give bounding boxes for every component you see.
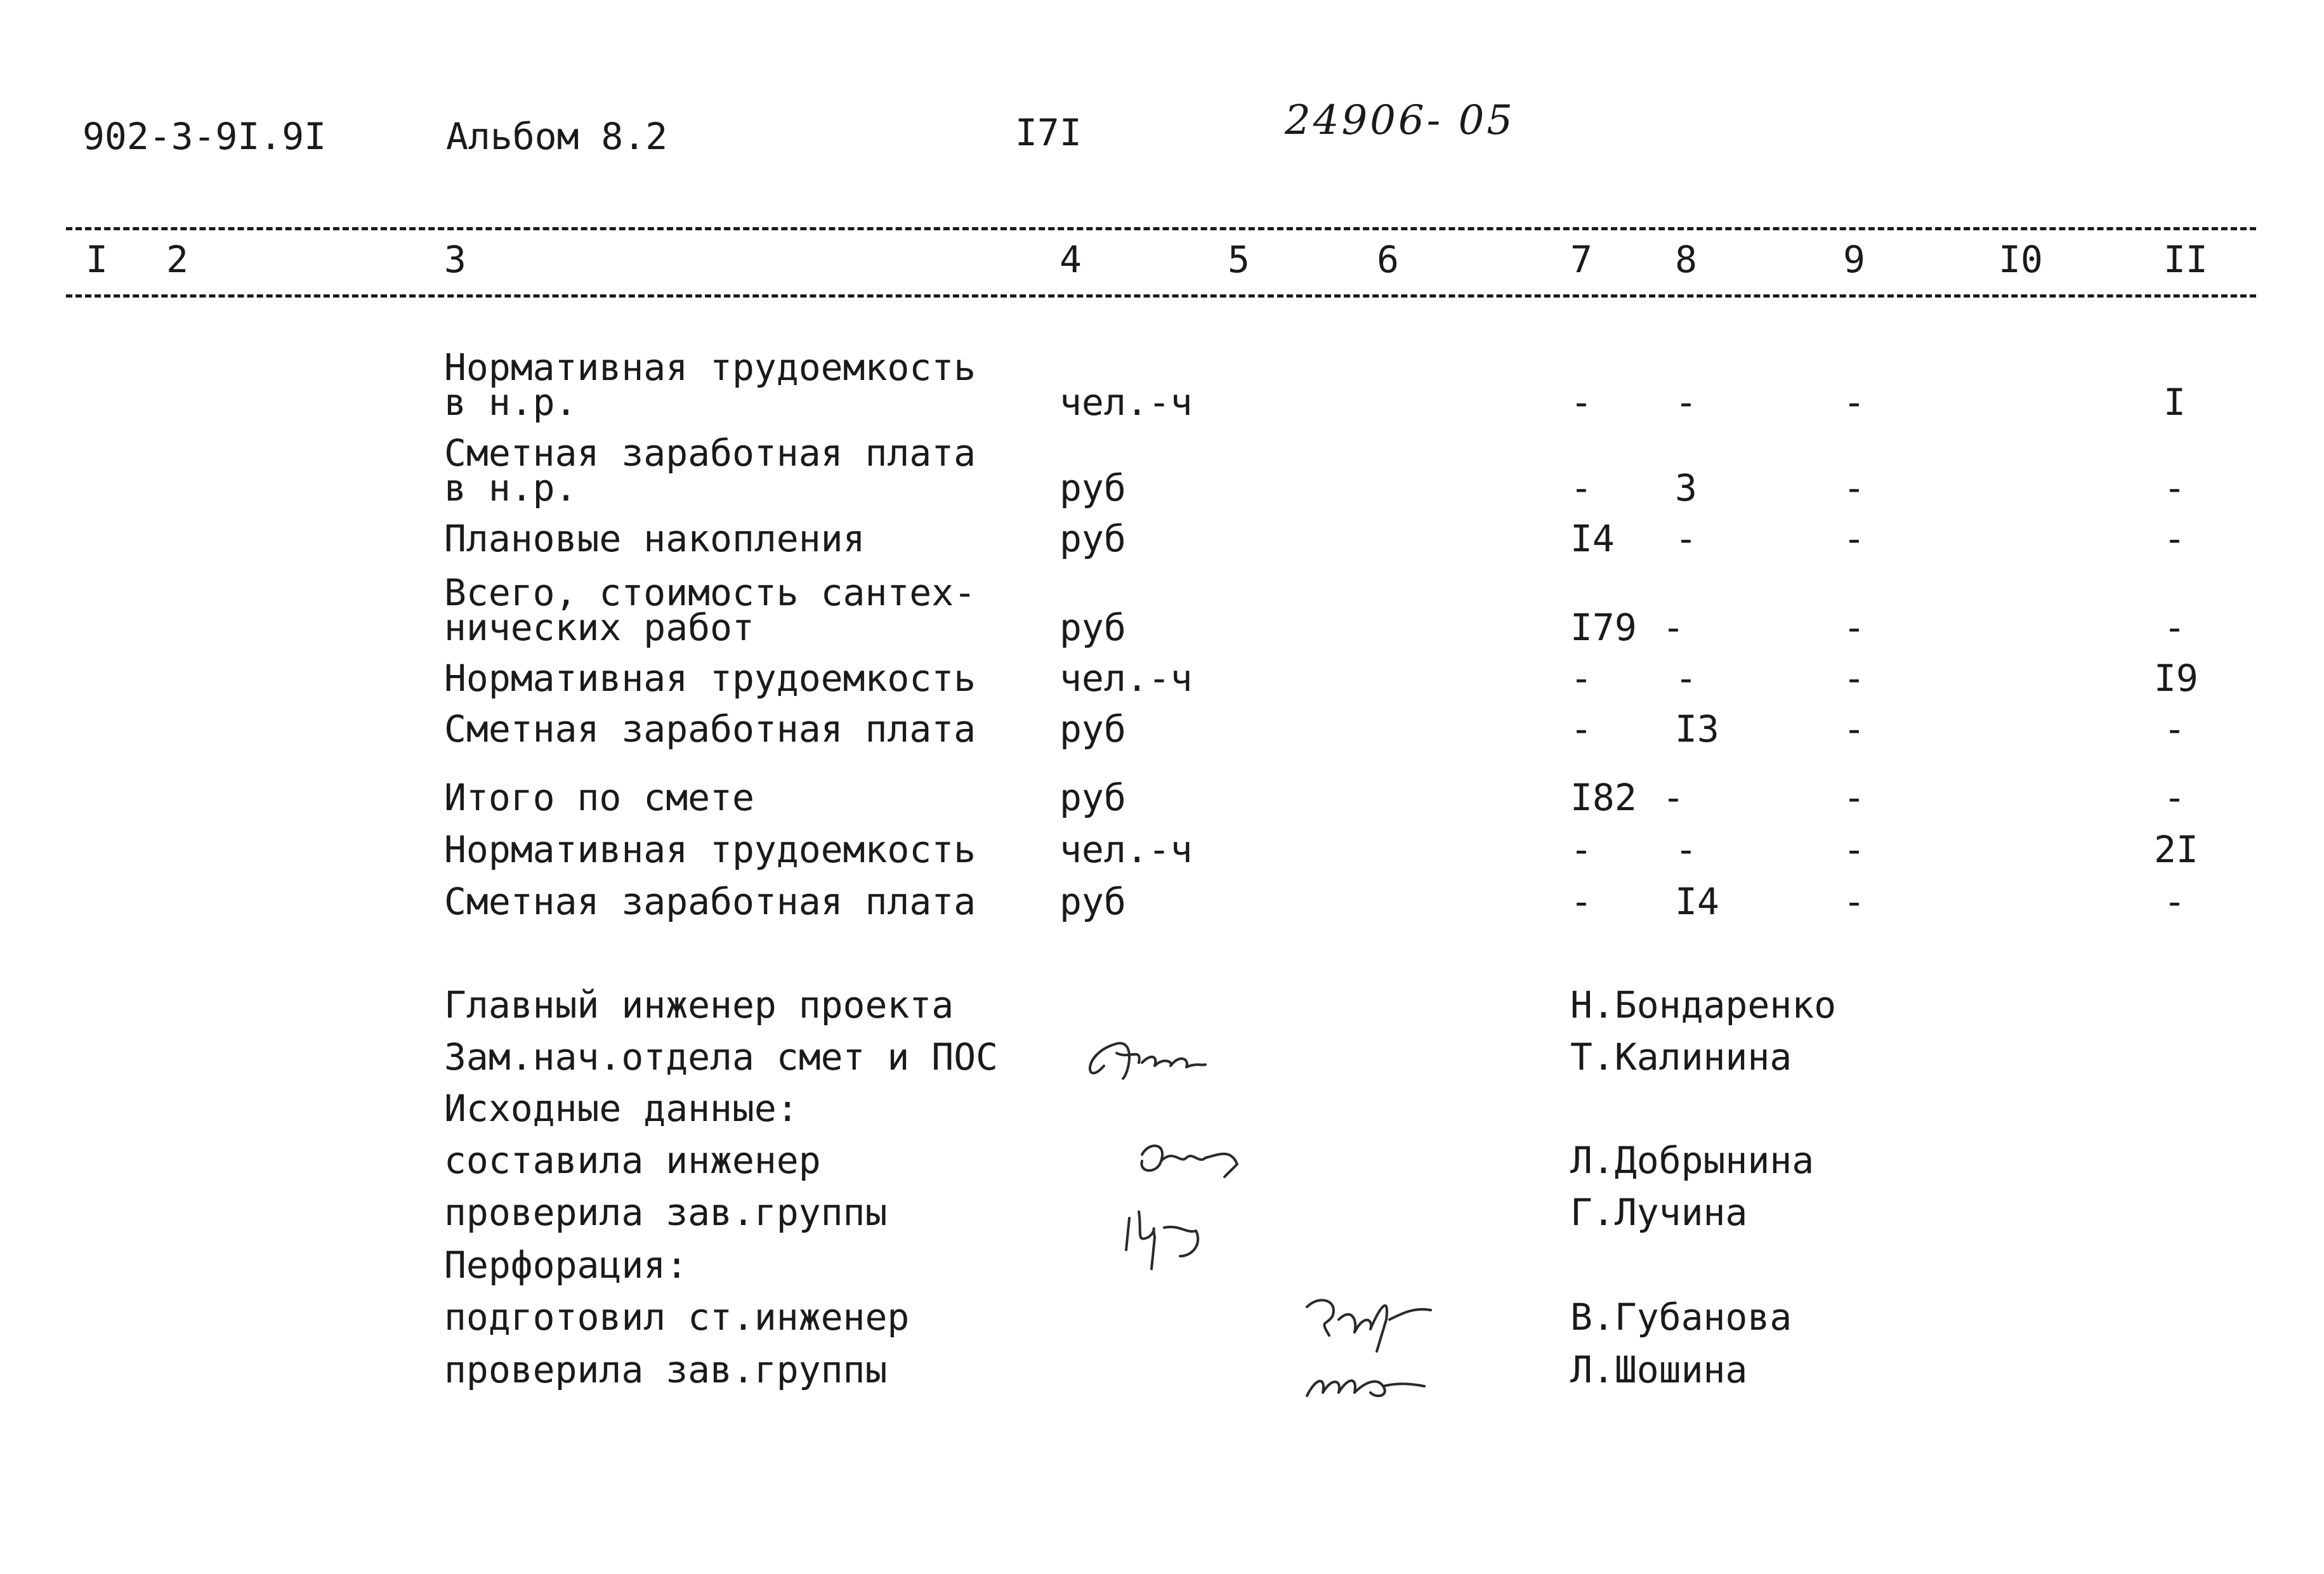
cell-col7: - — [1570, 381, 1592, 424]
row-name: Нормативная трудоемкость — [444, 346, 976, 389]
cell-col11: - — [2163, 517, 2186, 560]
signatory-role: подготовил ст.инженер — [444, 1295, 910, 1339]
row-unit: руб — [1060, 776, 1126, 819]
row-unit: руб — [1060, 517, 1126, 560]
row-name: Плановые накопления — [444, 517, 865, 560]
handwritten-signature — [1079, 1028, 1244, 1098]
cell-col11: - — [2163, 466, 2186, 509]
row-name: Сметная заработная плата — [444, 880, 976, 923]
signatory-name: Н.Бондаренко — [1570, 983, 1837, 1026]
cell-col8: - — [1675, 828, 1697, 871]
cell-col7: - — [1570, 466, 1592, 509]
page-number: I7I — [1015, 111, 1082, 154]
cell-col9: - — [1843, 880, 1865, 923]
column-header: 5 — [1228, 238, 1250, 281]
cell-col8: I3 — [1675, 707, 1719, 751]
row-unit: руб — [1060, 466, 1126, 509]
column-header: 8 — [1675, 238, 1697, 281]
cell-col9: - — [1843, 517, 1865, 560]
cell-col8: - — [1675, 657, 1697, 700]
header-rule-top — [66, 227, 2256, 230]
cell-col9: - — [1843, 707, 1865, 751]
column-header: I — [86, 238, 108, 281]
signatory-role: Зам.нач.отдела смет и ПОС — [444, 1035, 998, 1079]
column-header: I0 — [1999, 238, 2043, 281]
cell-col8: - — [1675, 381, 1697, 424]
cell-col9: - — [1843, 828, 1865, 871]
row-name: Сметная заработная плата — [444, 431, 976, 475]
signatory-role: проверила зав.группы — [444, 1348, 888, 1391]
cell-col7: - — [1570, 828, 1592, 871]
section-label: Перфорация: — [444, 1243, 688, 1287]
row-name-continued: в н.р. — [444, 466, 577, 509]
row-name: Всего, стоимость сантех- — [444, 571, 976, 614]
row-name: Нормативная трудоемкость — [444, 828, 976, 871]
album-label: Альбом 8.2 — [446, 115, 668, 158]
cell-col9: - — [1843, 606, 1865, 649]
row-unit: чел.-ч — [1060, 381, 1193, 424]
signatory-role: составила инженер — [444, 1139, 821, 1182]
row-name: Сметная заработная плата — [444, 707, 976, 751]
column-header: 2 — [166, 238, 188, 281]
cell-col7: I79 — [1570, 606, 1637, 649]
signatory-role: проверила зав.группы — [444, 1191, 888, 1234]
column-header: 4 — [1060, 238, 1082, 281]
column-header: 3 — [444, 238, 466, 281]
cell-col7: I4 — [1570, 517, 1615, 560]
row-unit: руб — [1060, 606, 1126, 649]
document-code: 902-3-9I.9I — [82, 115, 327, 158]
signatory-name: Л.Шошина — [1570, 1348, 1748, 1391]
row-name: Нормативная трудоемкость — [444, 657, 976, 700]
column-header: II — [2163, 238, 2208, 281]
cell-col7: - — [1570, 657, 1592, 700]
cell-col8: I4 — [1675, 880, 1719, 923]
cell-col8: 3 — [1675, 466, 1697, 509]
cell-col9: - — [1843, 466, 1865, 509]
column-header: 9 — [1843, 238, 1865, 281]
row-unit: руб — [1060, 880, 1126, 923]
handwritten-signature — [1294, 1282, 1485, 1415]
cell-col11: - — [2163, 707, 2186, 751]
handwritten-signature — [1117, 1193, 1256, 1282]
signatory-name: Л.Добрынина — [1570, 1139, 1815, 1182]
signatory-name: Т.Калинина — [1570, 1035, 1792, 1079]
column-header: 7 — [1570, 238, 1592, 281]
header-rule-bottom — [66, 294, 2256, 298]
cell-col11: 2I — [2154, 828, 2198, 871]
cell-col11: - — [2163, 606, 2186, 649]
signatory-name: Г.Лучина — [1570, 1191, 1748, 1234]
cell-col8: - — [1662, 606, 1684, 649]
cell-col7: I82 — [1570, 776, 1637, 819]
row-name-continued: нических работ — [444, 606, 754, 649]
section-label: Исходные данные: — [444, 1087, 799, 1130]
handwritten-number: 24906- 05 — [1285, 97, 1515, 144]
cell-col9: - — [1843, 776, 1865, 819]
cell-col7: - — [1570, 707, 1592, 751]
column-header: 6 — [1377, 238, 1399, 281]
cell-col11: - — [2163, 776, 2186, 819]
cell-col11: I — [2163, 381, 2186, 424]
cell-col9: - — [1843, 381, 1865, 424]
cell-col11: I9 — [2154, 657, 2198, 700]
signatory-name: В.Губанова — [1570, 1295, 1792, 1339]
cell-col8: - — [1675, 517, 1697, 560]
row-name-continued: в н.р. — [444, 381, 577, 424]
row-name: Итого по смете — [444, 776, 754, 819]
cell-col7: - — [1570, 880, 1592, 923]
signatory-role: Главный инженер проекта — [444, 983, 954, 1026]
cell-col9: - — [1843, 657, 1865, 700]
cell-col11: - — [2163, 880, 2186, 923]
row-unit: руб — [1060, 707, 1126, 751]
cell-col8: - — [1662, 776, 1684, 819]
row-unit: чел.-ч — [1060, 828, 1193, 871]
row-unit: чел.-ч — [1060, 657, 1193, 700]
